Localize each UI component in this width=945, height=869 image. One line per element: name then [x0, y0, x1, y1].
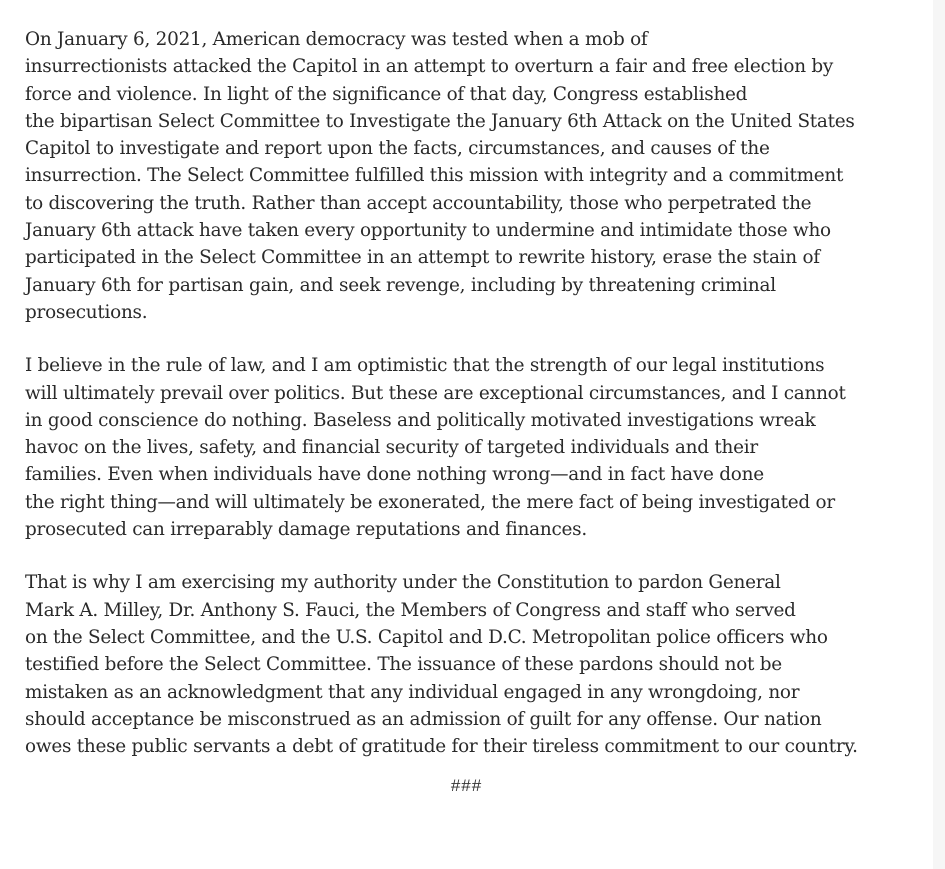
text-line: mistaken as an acknowledgment that any individual engaged in any wrongdoing, nor	[25, 681, 800, 703]
text-line: should acceptance be misconstrued as an admission of guilt for any offense. Our nation	[25, 708, 822, 730]
text-line: owes these public servants a debt of gratitude for their tireless commitment to our country.	[25, 736, 858, 758]
text-line: On January 6, 2021, American democracy was tested when a mob of	[25, 29, 648, 50]
text-line: testified before the Select Committee. The issuance of these pardons should not be	[25, 654, 782, 676]
text-line: That is why I am exercising my authority under the Constitution to pardon General	[25, 572, 781, 594]
text-line: prosecuted can irreparably damage reputations and finances.	[25, 519, 587, 541]
text-line: on the Select Committee, and the U.S. Capitol and D.C. Metropolitan police officers who	[25, 626, 828, 648]
text-line: the right thing—and will ultimately be exonerated, the mere fact of being investigated or	[25, 491, 835, 513]
text-line: havoc on the lives, safety, and financial security of targeted individuals and their	[25, 437, 758, 459]
text-line: the bipartisan Select Committee to Investigate the January 6th Attack on the United States	[25, 110, 855, 132]
text-line: force and violence. In light of the significance of that day, Congress established	[25, 83, 748, 105]
text-line: January 6th for partisan gain, and seek revenge, including by threatening criminal	[25, 274, 776, 296]
text-line: prosecutions.	[25, 301, 148, 323]
text-line: Mark A. Milley, Dr. Anthony S. Fauci, the Members of Congress and staff who served	[25, 599, 796, 621]
text-line: January 6th attack have taken every opportunity to undermine and intimidate those who	[25, 220, 831, 242]
paragraph-3	[25, 569, 925, 760]
text-line: I believe in the rule of law, and I am optimistic that the strength of our legal institutions	[25, 355, 825, 377]
text-line: in good conscience do nothing. Baseless and politically motivated investigations wreak	[25, 409, 816, 431]
paragraph-2	[25, 352, 925, 543]
text-line: insurrection. The Select Committee fulfilled this mission with integrity and a commitment	[25, 165, 844, 187]
statement-body	[25, 26, 925, 786]
text-line: Capitol to investigate and report upon the facts, circumstances, and causes of the	[25, 138, 770, 160]
end-of-release-mark: ###	[450, 776, 483, 795]
text-line: to discovering the truth. Rather than accept accountability, those who perpetrated the	[25, 192, 812, 214]
page-edge-strip	[933, 0, 945, 869]
text-line: will ultimately prevail over politics. But these are exceptional circumstances, and I cannot	[25, 382, 846, 404]
text-line: participated in the Select Committee in an attempt to rewrite history, erase the stain of	[25, 247, 820, 269]
text-line: families. Even when individuals have done nothing wrong—and in fact have done	[25, 464, 764, 486]
text-line: insurrectionists attacked the Capitol in an attempt to overturn a fair and free election by	[25, 56, 834, 78]
paragraph-1	[25, 26, 925, 326]
